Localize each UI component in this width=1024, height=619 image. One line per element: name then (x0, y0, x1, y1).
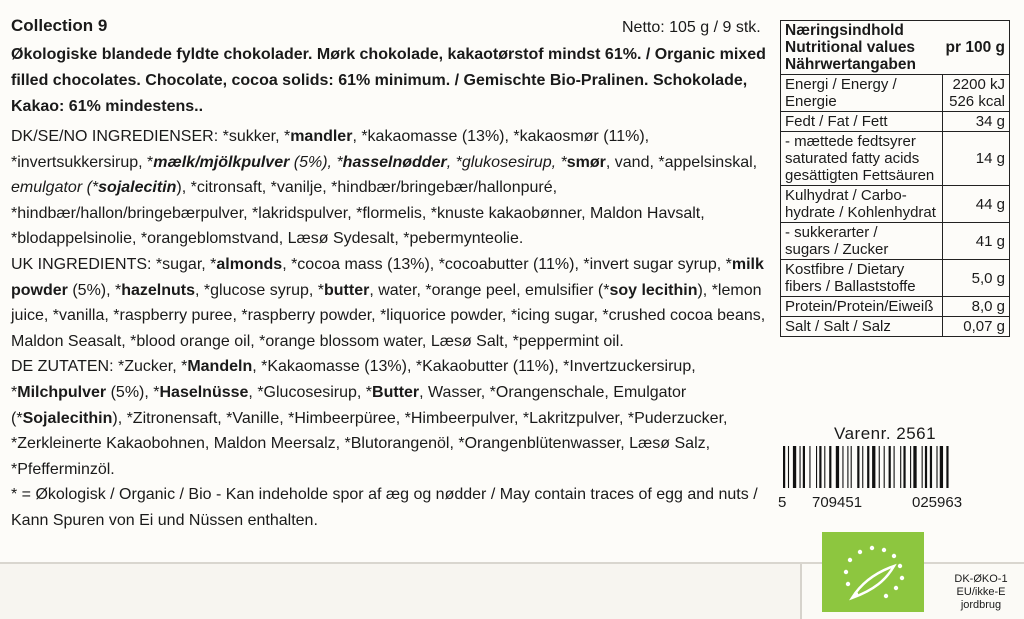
net-weight: Netto: 105 g / 9 stk. (622, 19, 761, 36)
nutrient-value-line: 41 g (975, 232, 1005, 250)
nutrient-label-line: - mættede fedtsyrer (785, 133, 916, 150)
nutrition-row (781, 75, 1010, 112)
cert-line: EU/ikke-E (956, 586, 1006, 598)
allergen-footnote: * = Økologisk / Organic / Bio - Kan indeholde spor af æg og nødder / May contain traces of egg and nuts / Kann Spuren von Ei und Nüssen enthalten. (11, 486, 758, 529)
nutrient-value (943, 132, 1010, 186)
nutrient-label (781, 186, 943, 223)
nutrient-label-line: saturated fatty acids (785, 150, 920, 167)
nutrient-label (781, 75, 943, 112)
nutrition-header-line: Næringsindhold (785, 22, 904, 39)
nutrient-label-line: Kulhydrat / Carbo- (785, 187, 907, 204)
nutrition-header-line: Nutritional values (785, 39, 916, 56)
nutrient-label-line: Protein/Protein/Eiweiß (785, 298, 934, 315)
nutrient-label (781, 223, 943, 260)
nutrient-label (781, 297, 943, 317)
barcode-digits-right: 025963 (912, 494, 963, 511)
nutrient-value (943, 223, 1010, 260)
nutrient-value-line: 34 g (975, 113, 1005, 130)
nutrition-table (780, 20, 1010, 337)
nutrient-label-line: Salt / Salt / Salz (785, 318, 891, 335)
nutrition-row (781, 297, 1010, 317)
nutrient-label-line: sugars / Zucker (785, 241, 889, 258)
nutrition-header-line: Nährwertangaben (785, 56, 916, 73)
nutrient-label-line: Fedt / Fat / Fett (785, 113, 888, 130)
item-number: Varenr. 2561 (834, 424, 937, 443)
nutrient-label (781, 260, 943, 297)
nutrition-header-row (781, 21, 1010, 75)
barcode-digits-left: 709451 (812, 494, 863, 511)
nutrient-label-line: - sukkerarter / (785, 224, 878, 241)
nutrition-header-line (785, 39, 1005, 56)
nutrient-label-line: fibers / Ballaststoffe (785, 278, 916, 295)
nutrition-row (781, 132, 1010, 186)
lower-panel (0, 564, 802, 619)
nutrition-header (781, 21, 1010, 75)
ingredients-dk: DK/SE/NO INGREDIENSER: *sukker, *mandler, *kakaomasse (13%), *kakaosmør (11%), *invertsukkersirup, *mælk/mjölkpulver (5%), *hasselnødder, *glukosesirup, *smør, vand, *appelsinskal, emulgator (*sojalecitin), *citronsaft, *vanilje, *hindbær/bringebær/hallonpuré, *hindbær/hallon/bringebærpulver, *lakridspulver, *flormelis, *knuste kakaobønner, Maldon Havsalt, *blodappelsinolie, *orangeblomstvand, Læsø Sydesalt, *pebermynteolie. (11, 128, 758, 248)
nutrient-label (781, 317, 943, 337)
nutrition-row (781, 186, 1010, 223)
nutrient-value-line: 526 kcal (949, 93, 1005, 110)
cert-line: jordbrug (960, 599, 1002, 611)
nutrient-value (943, 317, 1010, 337)
ingredients-uk: UK INGREDIENTS: *sugar, *almonds, *cocoa mass (13%), *cocoabutter (11%), *invert sugar syrup, *milk powder (5%), *hazelnuts, *glucose syrup, *butter, water, *orange peel, emulsifier (*soy lecithin), *lemon juice, *vanilla, *raspberry puree, *raspberry powder, *liquorice powder, *icing sugar, *crushed cocoa beans, Maldon Seasalt, *blood orange oil, *orange blossom water, Læsø Salt, *peppermint oil. (11, 255, 766, 350)
nutrition-row (781, 317, 1010, 337)
ingredients-block (11, 124, 773, 534)
nutrition-row (781, 223, 1010, 260)
product-description: Økologiske blandede fyldte chokolader. Mørk chokolade, kakaotørstof mindst 61%. / Organic mixed filled chocolates. Chocolate, cocoa solids: 61% minimum. / Gemischte Bio-Pralinen. Schokolade, Kakao: 61% mindestens.. (11, 46, 766, 115)
nutrient-value-line: 0,07 g (963, 318, 1005, 335)
nutrient-label-line: Kostfibre / Dietary (785, 261, 905, 278)
nutrient-value-line: 2200 kJ (952, 76, 1005, 93)
nutrient-label (781, 132, 943, 186)
nutrient-value (943, 260, 1010, 297)
barcode (783, 446, 1003, 488)
cert-line: DK-ØKO-1 (954, 573, 1008, 585)
nutrient-label-line: gesättigten Fettsäuren (785, 167, 935, 184)
nutrient-value-line: 44 g (975, 195, 1005, 213)
nutrition-row (781, 112, 1010, 132)
nutrient-label-line: Energie (785, 93, 837, 110)
nutrition-row (781, 260, 1010, 297)
nutrient-value-line: 8,0 g (971, 298, 1005, 315)
ingredients-de: DE ZUTATEN: *Zucker, *Mandeln, *Kakaomasse (13%), *Kakaobutter (11%), *Invertzuckersirup, *Milchpulver (5%), *Haselnüsse, *Glucosesirup, *Butter, Wasser, *Orangenschale, Emulgator (*Sojalecithin), *Zitronensaft, *Vanille, *Himbeerpüree, *Himbeerpulver, *Lakritzpulver, *Puderzucker, *Zerkleinerte Kakaobohnen, Maldon Meersalz, *Blutorangenöl, *Orangenblütenwasser, Læsø Salz, *Pfefferminzöl. (11, 358, 728, 478)
nutrient-label-line: Energi / Energy / (785, 76, 897, 93)
nutrient-value-line: 14 g (975, 150, 1005, 167)
eu-organic-leaf-icon (822, 532, 924, 612)
per-100g-label: pr 100 g (945, 39, 1005, 56)
nutrient-label-line: hydrate / Kohlenhydrat (785, 204, 936, 221)
nutrient-value (943, 112, 1010, 132)
nutrient-label (781, 112, 943, 132)
nutrient-value-line: 5,0 g (971, 269, 1005, 287)
nutrient-value (943, 297, 1010, 317)
nutrient-value (943, 186, 1010, 223)
collection-title: Collection 9 (11, 16, 108, 35)
certification-text (938, 573, 1024, 612)
barcode-digit-lead: 5 (778, 494, 787, 511)
nutrient-value (943, 75, 1010, 112)
